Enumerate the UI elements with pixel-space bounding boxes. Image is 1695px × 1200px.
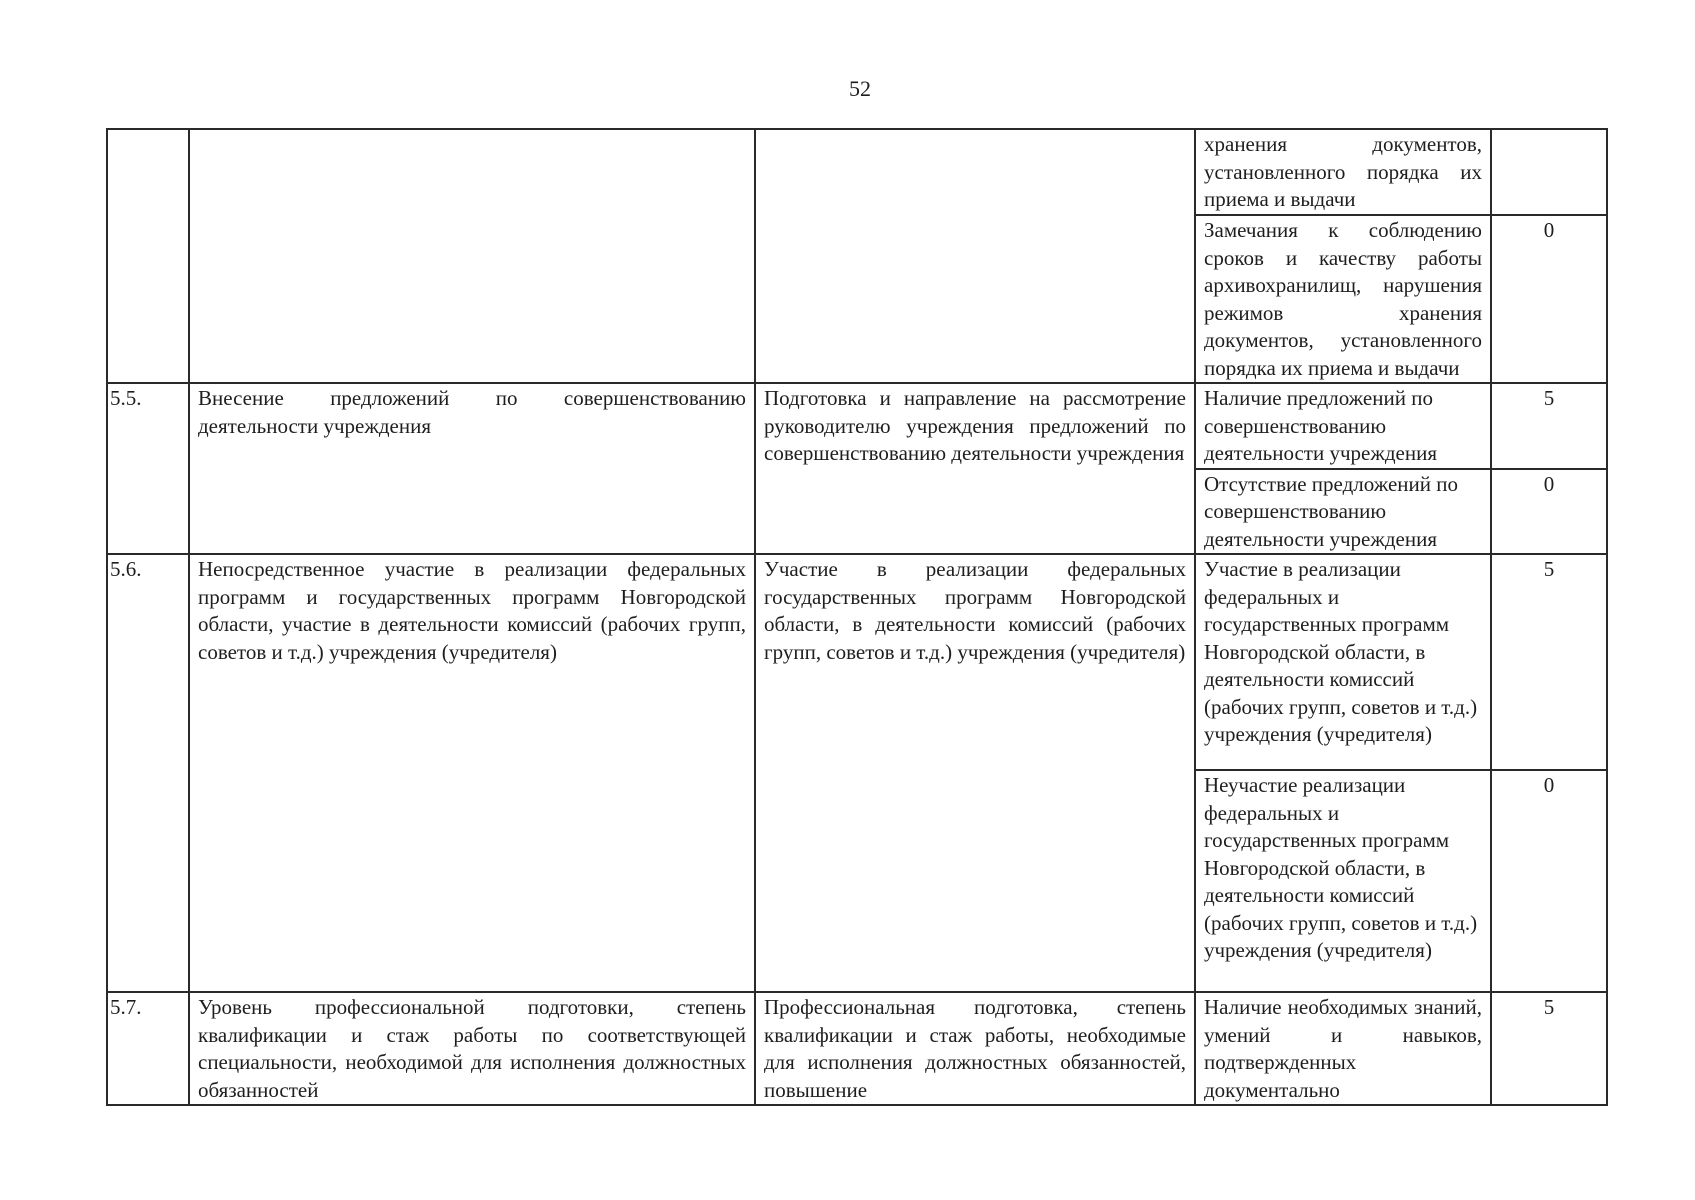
condition-text: Профессиональная подготовка, степень квалификации и стаж работы, необходимые для исполнения должностных обязанностей, повышение — [764, 995, 1186, 1102]
indicator-cell: Наличие предложений по совершенствованию деятельности учреждения — [1195, 383, 1491, 469]
score-cell — [1491, 992, 1607, 1105]
table-row — [107, 554, 1607, 770]
condition-cell: Участие в реализации федеральных государственных программ Новгородской области, в деятельности комиссий (рабочих групп, советов и т.д.) учреждения (учредителя) — [755, 554, 1195, 992]
row-number — [107, 992, 189, 1105]
criteria-table — [106, 128, 1608, 1106]
score-cell: 0 — [1491, 469, 1607, 555]
row-number — [107, 129, 189, 383]
indicator-cell: Отсутствие предложений по совершенствованию деятельности учреждения — [1195, 469, 1491, 555]
score-cell: 5 — [1491, 383, 1607, 469]
row-number-text: 5.7. — [110, 995, 142, 1019]
score-cell: 5 — [1491, 554, 1607, 770]
indicator-cell: Участие в реализации федеральных и государственных программ Новгородской области, в деятельности комиссий (рабочих групп, советов и т.д.) учреждения (учредителя) — [1195, 554, 1491, 770]
condition-cell: Подготовка и направление на рассмотрение руководителю учреждения предложений по совершенствованию деятельности учреждения — [755, 383, 1195, 554]
criterion-cell — [189, 992, 755, 1105]
score-text: 5 — [1543, 995, 1555, 1019]
page-number: 52 — [849, 76, 871, 101]
condition-cell — [755, 992, 1195, 1105]
score-cell — [1491, 129, 1607, 215]
indicator-text: Наличие необходимых знаний, умений и навыков, подтвержденных документально — [1204, 995, 1482, 1102]
score-cell: 0 — [1491, 770, 1607, 992]
condition-cell — [755, 129, 1195, 383]
criterion-cell: Внесение предложений по совершенствованию деятельности учреждения — [189, 383, 755, 554]
row-number: 5.6. — [107, 554, 189, 992]
table-row — [107, 383, 1607, 469]
indicator-cell — [1195, 992, 1491, 1105]
table-row — [107, 992, 1607, 1105]
table-row — [107, 129, 1607, 215]
indicator-cell: Неучастие реализации федеральных и государственных программ Новгородской области, в деятельности комиссий (рабочих групп, советов и т.д.) учреждения (учредителя) — [1195, 770, 1491, 992]
score-cell: 0 — [1491, 215, 1607, 383]
criterion-cell: Непосредственное участие в реализации федеральных программ и государственных программ Новгородской области, участие в деятельности комиссий (рабочих групп, советов и т.д.) учреждения (учредителя) — [189, 554, 755, 992]
criterion-text: Уровень профессиональной подготовки, степень квалификации и стаж работы по соответствующей специальности, необходимой для исполнения должностных обязанностей — [198, 995, 746, 1102]
indicator-cell: Замечания к соблюдению сроков и качеству работы архивохранилищ, нарушения режимов хранения документов, установленного порядка их приема и выдачи — [1195, 215, 1491, 383]
row-number: 5.5. — [107, 383, 189, 554]
indicator-cell: хранения документов, установленного порядка их приема и выдачи — [1195, 129, 1491, 215]
criterion-cell — [189, 129, 755, 383]
